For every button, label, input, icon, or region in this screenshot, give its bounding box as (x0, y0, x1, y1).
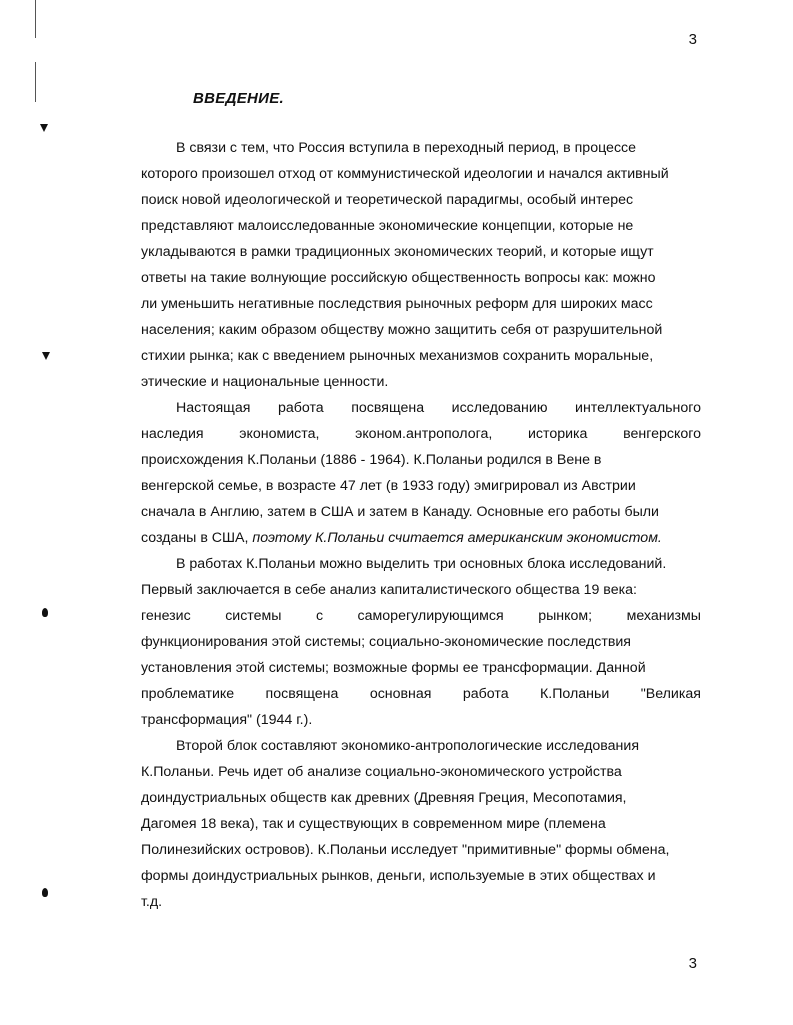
section-heading: ВВЕДЕНИЕ. (193, 90, 285, 107)
scan-mark (42, 352, 50, 360)
text-line: доиндустриальных обществ как древних (Древняя Греция, Месопотамия, (141, 790, 627, 806)
text-line: формы доиндустриальных рынков, деньги, используемые в этих обществах и (141, 868, 656, 884)
text-line: Полинезийских островов). К.Поланьи исследует "примитивные" формы обмена, (141, 842, 670, 858)
paragraph-2 (141, 395, 701, 551)
text-line: установления этой системы; возможные формы ее трансформации. Данной (141, 660, 646, 676)
text-line: Второй блок составляют экономико-антропологические исследования (176, 738, 640, 754)
text-line: наследия экономиста, эконом.антрополога, историка венгерского (141, 426, 701, 442)
text-line: стихии рынка; как с введением рыночных механизмов сохранить моральные, (141, 348, 654, 364)
text-line: представляют малоисследованные экономические концепции, которые не (141, 218, 634, 234)
page-number-top: 3 (688, 31, 697, 48)
scan-edge-line (35, 62, 36, 102)
text-line: которого произошел отход от коммунистической идеологии и начался активный (141, 166, 669, 182)
text-line: В связи с тем, что Россия вступила в переходный период, в процессе (176, 140, 637, 156)
italic-text: поэтому К.Поланьи считается американским экономистом. (252, 530, 662, 546)
text-line: сначала в Англию, затем в США и затем в Канаду. Основные его работы были (141, 504, 659, 520)
document-body (141, 135, 701, 915)
page-number-bottom: 3 (688, 955, 697, 972)
text-line: В работах К.Поланьи можно выделить три основных блока исследований. (176, 556, 667, 572)
text-line: трансформация" (1944 г.). (141, 712, 313, 728)
text-line: венгерской семье, в возрасте 47 лет (в 1933 году) эмигрировал из Австрии (141, 478, 636, 494)
paragraph-3 (141, 551, 701, 733)
text-line: ответы на такие волнующие российскую общественность вопросы как: можно (141, 270, 656, 286)
paragraph-4 (141, 733, 701, 915)
text-line: Дагомея 18 века), так и существующих в современном мире (племена (141, 816, 606, 832)
paragraph-1 (141, 135, 701, 395)
text-line: происхождения К.Поланьи (1886 - 1964). К.Поланьи родился в Вене в (141, 452, 602, 468)
text-line: проблематике посвящена основная работа К.Поланьи "Великая (141, 686, 701, 702)
text-line: ли уменьшить негативные последствия рыночных реформ для широких масс (141, 296, 653, 312)
text-line: населения; каким образом обществу можно защитить себя от разрушительной (141, 322, 663, 338)
text-line: генезис системы с саморегулирующимся рынком; механизмы (141, 608, 701, 624)
text-line: созданы в США, поэтому К.Поланьи считается американским экономистом. (141, 530, 662, 546)
scan-edge-line (35, 0, 36, 38)
text-line: укладываются в рамки традиционных экономических теорий, и которые ищут (141, 244, 654, 260)
text-line: функционирования этой системы; социально-экономические последствия (141, 634, 631, 650)
text-line: поиск новой идеологической и теоретической парадигмы, особый интерес (141, 192, 634, 208)
scan-mark (40, 124, 48, 132)
scan-mark (42, 608, 48, 617)
text-line: т.д. (141, 894, 163, 910)
text-line: Настоящая работа посвящена исследованию интеллектуального (176, 400, 701, 416)
text-line: этические и национальные ценности. (141, 374, 389, 390)
text-line: К.Поланьи. Речь идет об анализе социально-экономического устройства (141, 764, 622, 780)
scan-mark (42, 888, 48, 897)
text-line: Первый заключается в себе анализ капиталистического общества 19 века: (141, 582, 637, 598)
